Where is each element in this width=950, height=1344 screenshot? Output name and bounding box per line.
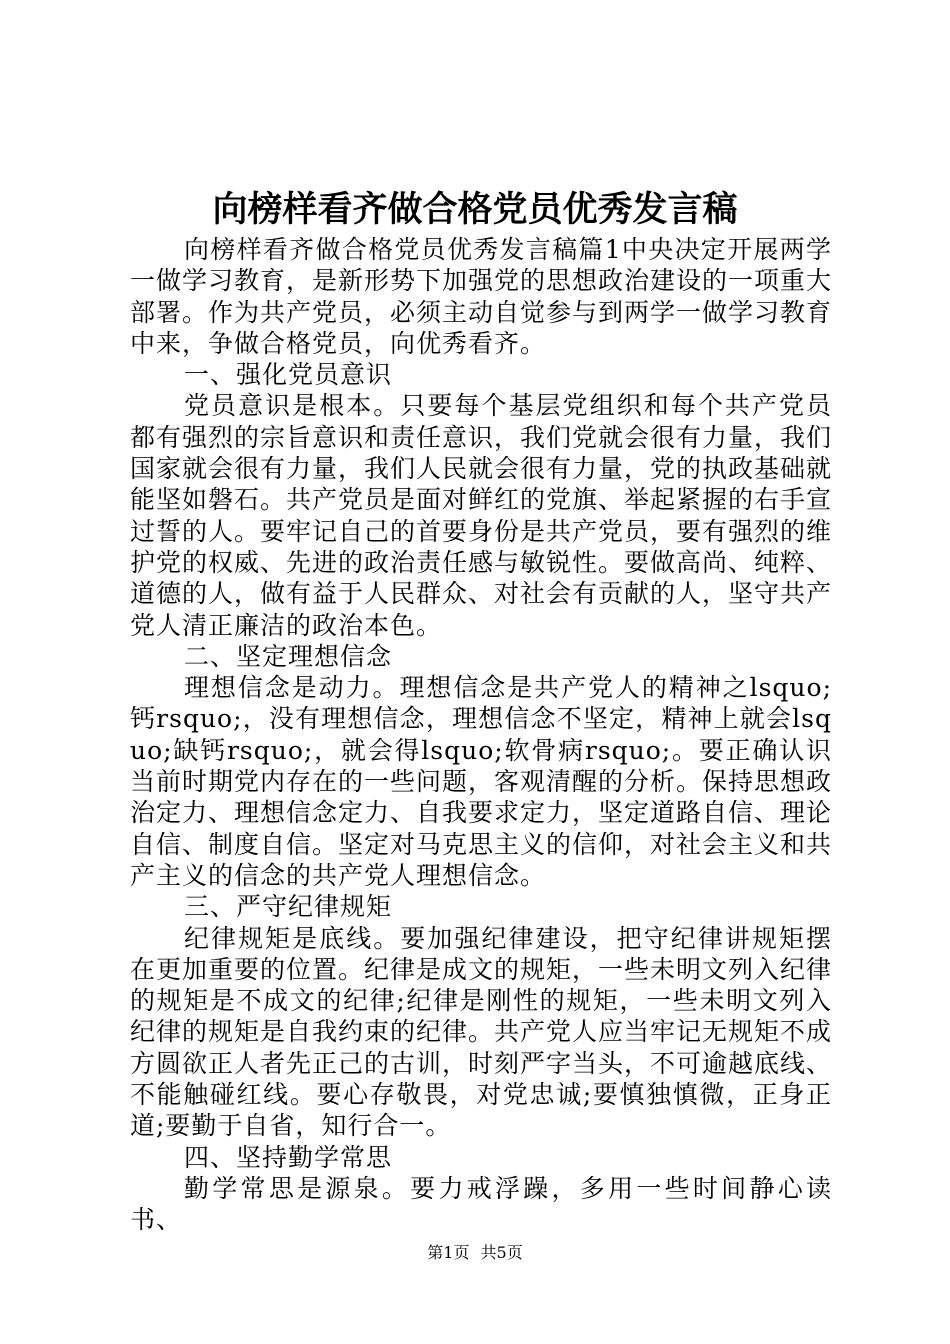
- document-body: [130, 234, 832, 1236]
- page-total: 共5页: [480, 1243, 523, 1262]
- paragraph-section-4: 勤学常思是源泉。要力戒浮躁，多用一些时间静心读书、: [130, 1173, 832, 1235]
- section-heading-1: 一、强化党员意识: [184, 360, 393, 390]
- section-heading-4: 四、坚持勤学常思: [184, 1142, 393, 1172]
- document-title: 向榜样看齐做合格党员优秀发言稿: [212, 190, 738, 230]
- paragraph-section-1: 党员意识是根本。只要每个基层党组织和每个共产党员都有强烈的宗旨意识和责任意识，我们党就会很有力量，我们国家就会很有力量，我们人民就会很有力量，党的执政基础就能坚如磐石。共产党员是面对鲜红的党旗、举起紧握的右手宣过誓的人。要牢记自己的首要身份是共产党员，要有强烈的维护党的权威、先进的政治责任感与敏锐性。要做高尚、纯粹、道德的人，做有益于人民群众、对社会有贡献的人，坚守共产党人清正廉洁的政治本色。: [130, 391, 833, 640]
- paragraph-section-2: 理想信念是动力。理想信念是共产党人的精神之lsquo;钙rsquo;，没有理想信念，理想信念不坚定，精神上就会lsquo;缺钙rsquo;，就会得lsquo;软骨病rsquo;。要正确认识当前时期党内存在的一些问题，客观清醒的分析。保持思想政治定力、理想信念定力、自我要求定力，坚定道路自信、理论自信、制度自信。坚定对马克思主义的信仰，对社会主义和共产主义的信念的共产党人理想信念。: [130, 673, 833, 890]
- section-heading-2: 二、坚定理想信念: [184, 641, 393, 671]
- paragraph-intro: 向榜样看齐做合格党员优秀发言稿篇1中央决定开展两学一做学习教育，是新形势下加强党的思想政治建设的一项重大部署。作为共产党员，必须主动自觉参与到两学一做学习教育中来，争做合格党员，向优秀看齐。: [130, 235, 833, 358]
- page-footer: [0, 1242, 950, 1264]
- page-number: 第1页: [427, 1243, 470, 1262]
- paragraph-section-3: 纪律规矩是底线。要加强纪律建设，把守纪律讲规矩摆在更加重要的位置。纪律是成文的规矩，一些未明文列入纪律的规矩是不成文的纪律;纪律是刚性的规矩，一些未明文列入纪律的规矩是自我约束的纪律。共产党人应当牢记无规矩不成方圆欲正人者先正己的古训，时刻严字当头，不可逾越底线、不能触碰红线。要心存敬畏，对党忠诚;要慎独慎微，正身正道;要勤于自省，知行合一。: [130, 923, 833, 1141]
- section-heading-3: 三、严守纪律规矩: [184, 892, 393, 922]
